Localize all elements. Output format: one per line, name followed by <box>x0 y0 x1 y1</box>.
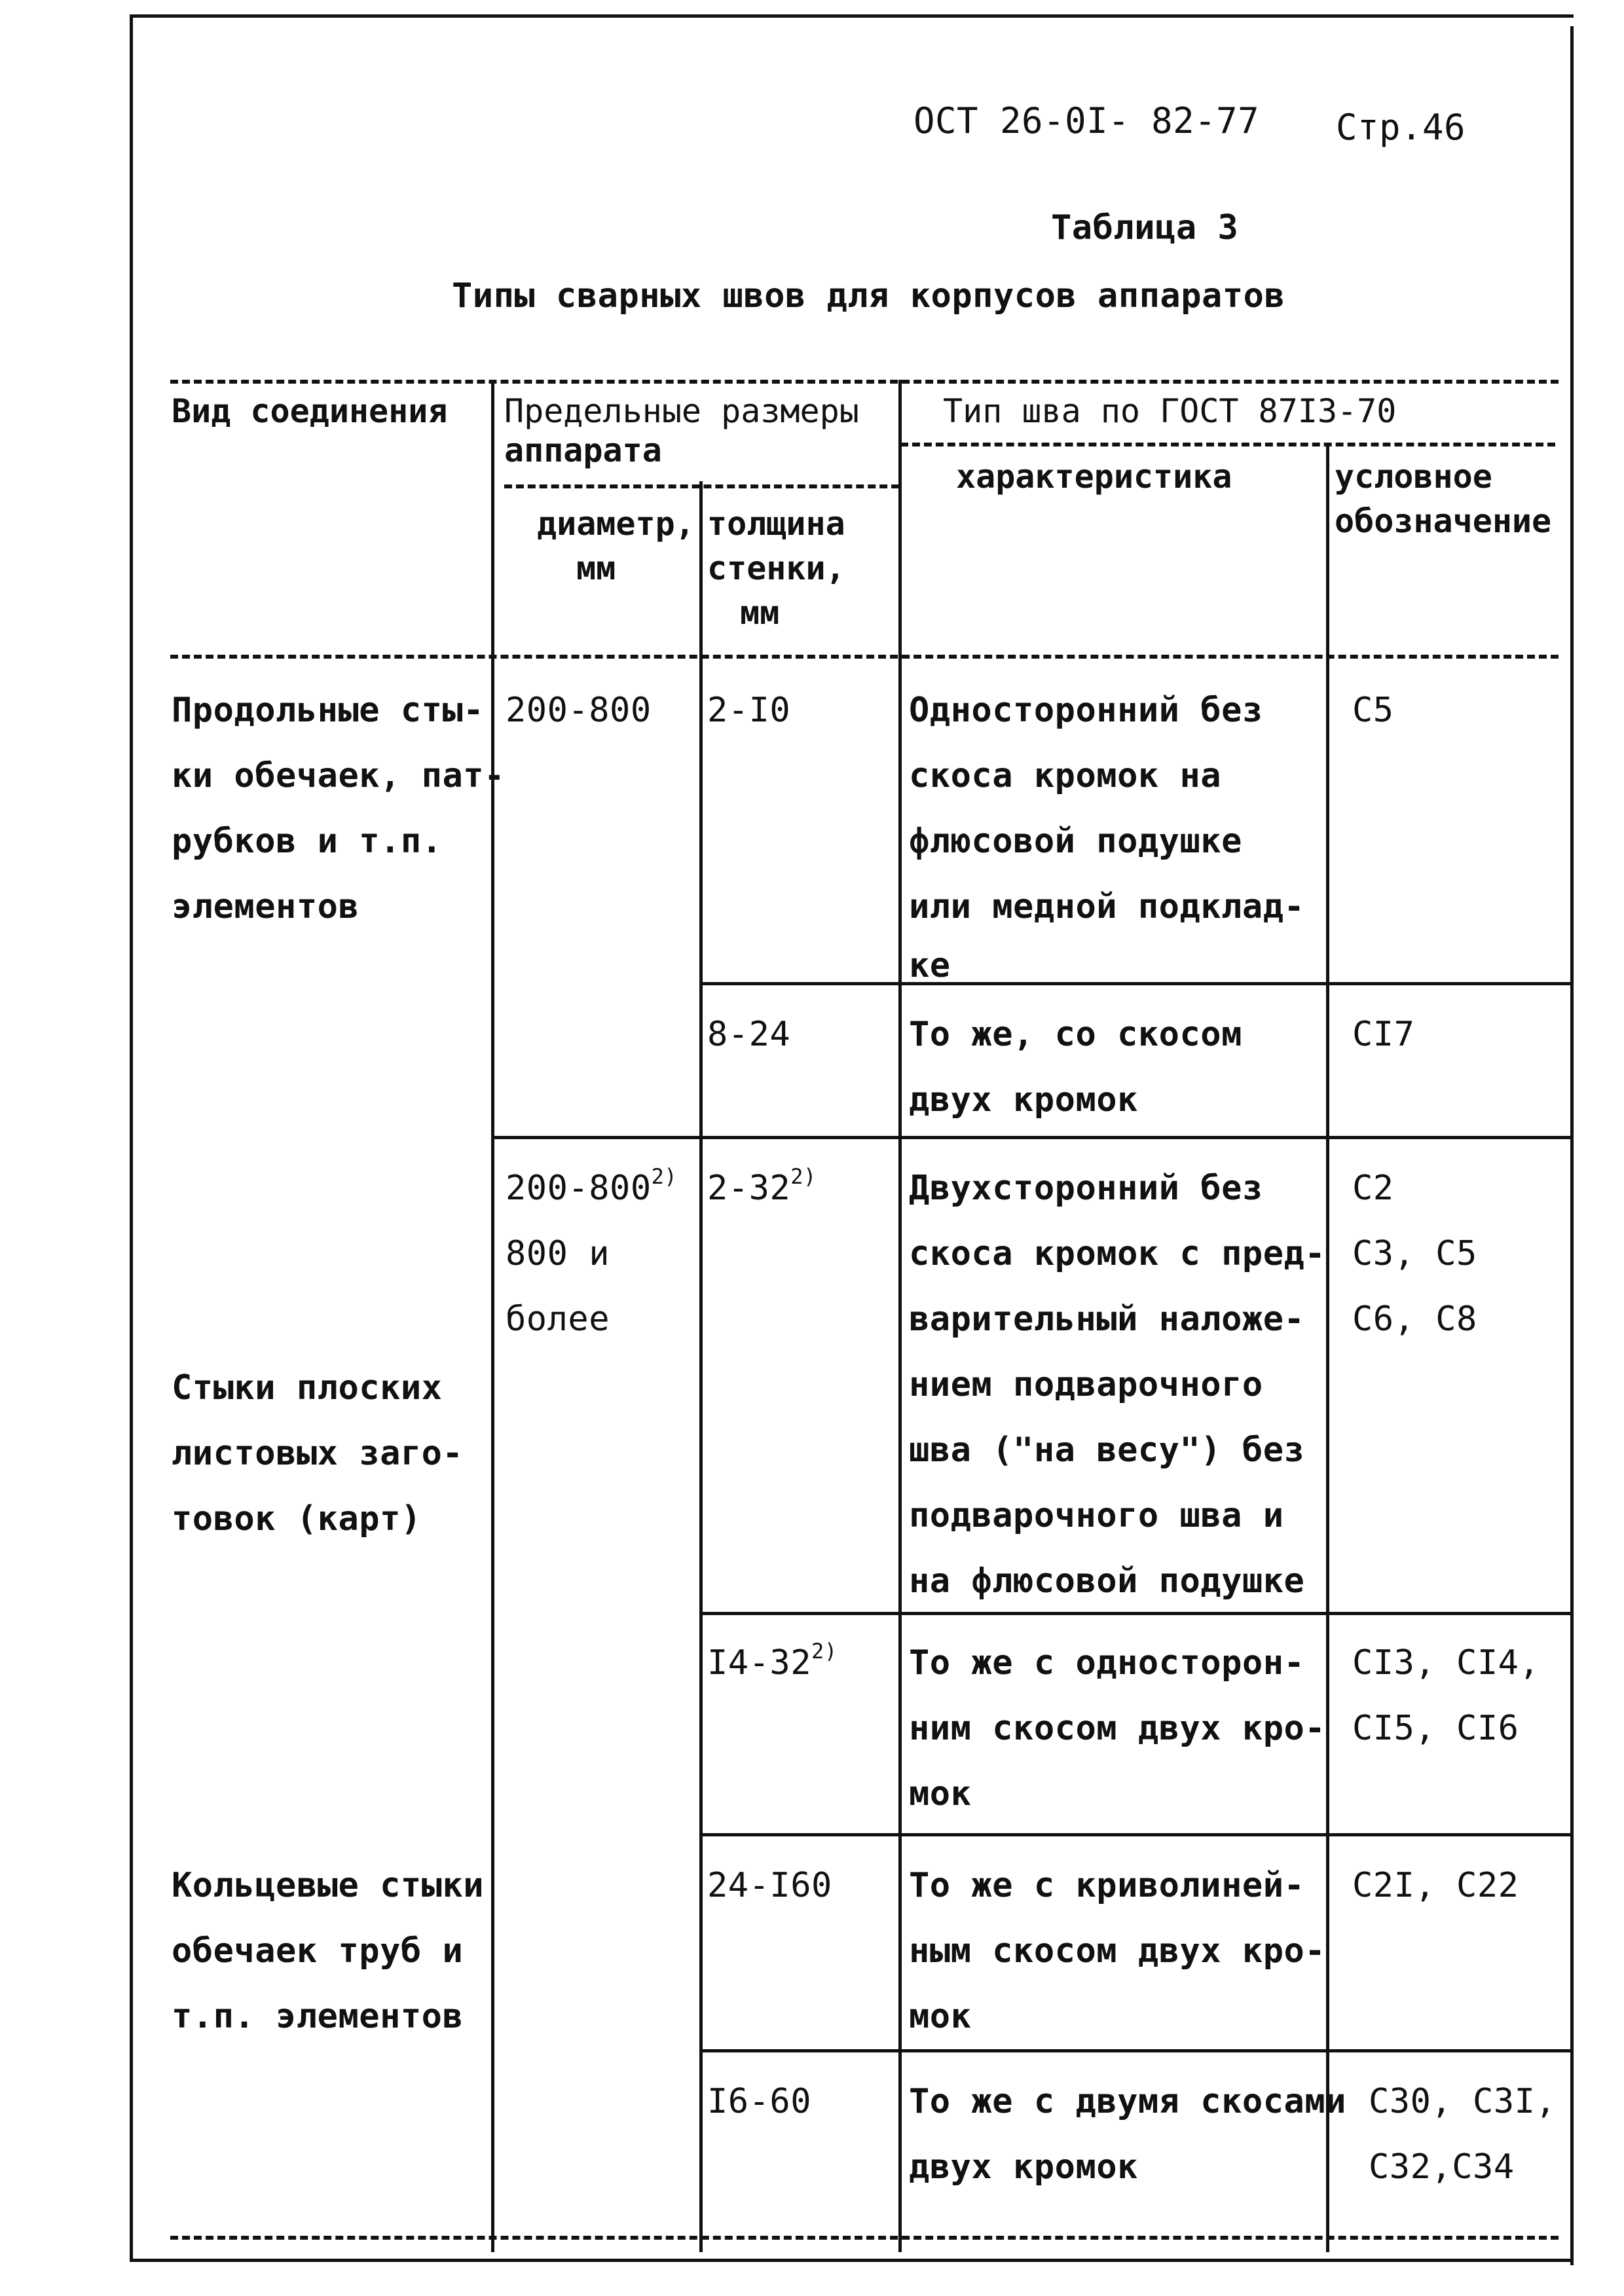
header-designation-l2: обозначение <box>1335 502 1552 540</box>
char-r5-l3: мок <box>909 1997 972 2036</box>
char-r1-l5: ке <box>909 946 951 985</box>
char-r2-l2: двух кромок <box>909 1080 1138 1120</box>
header-thickness-l3: мм <box>740 594 780 632</box>
thickness-r3-value: 2-32 <box>707 1169 791 1208</box>
col-rule-1 <box>491 380 494 2252</box>
char-r3-l7: на флюсовой подушке <box>909 1561 1305 1601</box>
diameter-2-l3: более <box>506 1300 610 1339</box>
char-r3-l5: шва ("на весу") без <box>909 1430 1305 1470</box>
char-r1-l2: скоса кромок на <box>909 756 1222 795</box>
code-r2: СI7 <box>1352 1015 1415 1054</box>
header-designation-l1: условное <box>1335 458 1492 496</box>
joint-type-g1-l1: Продольные сты- <box>172 691 485 730</box>
char-r4-l2: ним скосом двух кро- <box>909 1709 1326 1748</box>
code-r4-l1: СI3, СI4, <box>1352 1643 1540 1683</box>
thickness-r4-footnote: 2) <box>811 1639 838 1664</box>
char-r4-l1: То же с односторон- <box>909 1643 1305 1683</box>
joint-type-g1-l3: рубков и т.п. <box>172 822 443 861</box>
joint-type-g1-l4: элементов <box>172 887 360 926</box>
header-thickness-l1: толщина <box>707 505 845 543</box>
frame-bottom <box>130 2259 1574 2262</box>
code-r6-l2: С32,С34 <box>1369 2147 1515 2187</box>
header-diameter-l2: мм <box>576 549 616 587</box>
row-rule-4 <box>701 1833 1572 1836</box>
code-r3-l3: С6, С8 <box>1352 1300 1477 1339</box>
joint-type-g2-l3: товок (карт) <box>172 1499 422 1539</box>
code-r3-l2: С3, С5 <box>1352 1234 1477 1273</box>
joint-type-g1-l2: ки обечаек, пат- <box>172 756 505 795</box>
code-r3-l1: С2 <box>1352 1169 1394 1208</box>
code-r6-l1: С30, С3I, <box>1369 2082 1557 2121</box>
code-r5: С2I, С22 <box>1352 1866 1519 1905</box>
joint-type-g2-l2: листовых заго- <box>172 1434 464 1473</box>
col-rule-4 <box>1326 443 1329 2252</box>
header-thickness-l2: стенки, <box>707 549 845 587</box>
header-diameter-l1: диаметр, <box>537 505 695 543</box>
page-number: Стр.46 <box>1336 107 1466 148</box>
thickness-r5: 24-I60 <box>707 1866 832 1905</box>
code-r4-l2: СI5, СI6 <box>1352 1709 1519 1748</box>
thickness-r4 <box>707 1630 838 1696</box>
joint-type-g3-l2: обечаек труб и <box>172 1931 464 1971</box>
char-r3-l6: подварочного шва и <box>909 1496 1284 1535</box>
char-r1-l1: Односторонний без <box>909 691 1263 730</box>
char-r3-l4: нием подварочного <box>909 1365 1263 1404</box>
diameter-2-footnote: 2) <box>651 1164 678 1189</box>
frame-right <box>1570 26 1574 2265</box>
char-r3-l1: Двухсторонний без <box>909 1169 1263 1208</box>
char-r3-l3: варительный наложе- <box>909 1300 1305 1339</box>
header-limits-l2: аппарата <box>504 431 662 469</box>
table-top-rule <box>170 380 1559 384</box>
header-characteristic: характеристика <box>956 458 1232 496</box>
char-r3-l2: скоса кромок с пред- <box>909 1234 1326 1273</box>
diameter-2-value: 200-800 <box>506 1169 652 1208</box>
diameter-2 <box>506 1156 677 1221</box>
char-r1-l4: или медной подклад- <box>909 887 1305 926</box>
thickness-r4-value: I4-32 <box>707 1643 812 1683</box>
code-r1: С5 <box>1352 691 1394 730</box>
table-label: Таблица 3 <box>1051 208 1239 247</box>
row-rule-2 <box>492 1136 1572 1139</box>
char-r4-l3: мок <box>909 1774 972 1813</box>
char-r6-l2: двух кромок <box>909 2147 1138 2187</box>
char-r2-l1: То же, со скосом <box>909 1015 1242 1054</box>
header-limits-l1: Предельные размеры <box>504 392 859 430</box>
joint-type-g3-l1: Кольцевые стыки <box>172 1866 485 1905</box>
frame-top <box>130 14 1574 18</box>
table-title: Типы сварных швов для корпусов аппаратов <box>452 276 1285 316</box>
header-bottom-rule <box>170 655 1559 659</box>
thickness-r3 <box>707 1156 817 1221</box>
diameter-2-l2: 800 и <box>506 1234 610 1273</box>
col-rule-3 <box>898 380 902 2252</box>
thickness-r2: 8-24 <box>707 1015 791 1054</box>
char-r5-l2: ным скосом двух кро- <box>909 1931 1326 1971</box>
thickness-r1: 2-I0 <box>707 691 791 730</box>
row-rule-1 <box>701 982 1572 985</box>
header-seam-type: Тип шва по ГОСТ 87I3-70 <box>943 392 1397 430</box>
frame-left <box>130 14 133 2260</box>
thickness-r3-footnote: 2) <box>790 1164 817 1189</box>
col-rule-2 <box>699 481 703 2252</box>
joint-type-g3-l3: т.п. элементов <box>172 1997 464 2036</box>
doc-code: ОСТ 26-0I- 82-77 <box>913 100 1260 141</box>
char-r1-l3: флюсовой подушке <box>909 822 1242 861</box>
thickness-r6: I6-60 <box>707 2082 812 2121</box>
seam-sub-rule <box>900 443 1555 446</box>
header-joint-type: Вид соединения <box>172 392 448 430</box>
diameter-1: 200-800 <box>506 691 652 730</box>
char-r5-l1: То же с криволиней- <box>909 1866 1305 1905</box>
joint-type-g2-l1: Стыки плоских <box>172 1368 443 1408</box>
row-rule-5 <box>701 2049 1572 2052</box>
table-bottom-rule <box>170 2236 1559 2240</box>
char-r6-l1: То же с двумя скосами <box>909 2082 1346 2121</box>
